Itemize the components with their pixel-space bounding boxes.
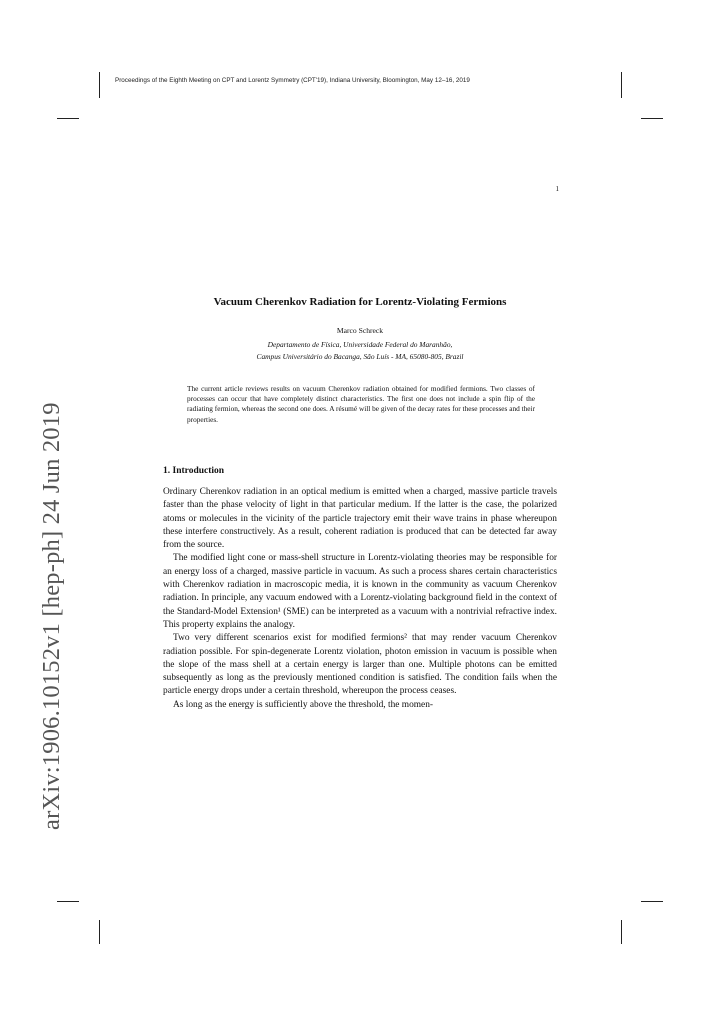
introduction-body [163, 486, 557, 712]
page-number: 1 [555, 185, 559, 193]
crop-mark-bottom-right-vertical [621, 920, 622, 944]
paragraph: Two very different scenarios exist for modified fermions² that may render vacuum Cherenkov radiation possible. For spin-degenerate Lorentz violation, photon emission in vacuum is possible when the slope of the mass shell at a certain energy is larger than one. Multiple photons can be emitted subsequently as long as the previously mentioned condition is satisfied. The condition fails when the particle energy drops under a certain threshold, whereupon the process ceases. [163, 633, 557, 697]
section-heading-introduction: 1. Introduction [163, 466, 225, 476]
crop-mark-top-right-horizontal [641, 118, 663, 119]
crop-mark-bottom-left-horizontal [57, 901, 79, 902]
crop-mark-top-left-vertical [99, 72, 100, 98]
affiliation-line-1: Departamento de Física, Universidade Federal do Maranhão, [267, 340, 453, 349]
crop-mark-bottom-right-horizontal [641, 901, 663, 902]
paragraph: Ordinary Cherenkov radiation in an optical medium is emitted when a charged, massive particle travels faster than the phase velocity of light in that particular medium. If the latter is the case, the polarized atoms or molecules in the vicinity of the particle trajectory emit their wave trains in phase whereupon these interfere constructively. As a result, coherent radiation is produced that can be detected far away from the source. [163, 487, 557, 551]
crop-mark-top-left-horizontal [57, 118, 79, 119]
paper-title: Vacuum Cherenkov Radiation for Lorentz-Violating Fermions [213, 296, 507, 308]
paragraph: The modified light cone or mass-shell structure in Lorentz-violating theories may be responsible for an energy loss of a charged, massive particle in vacuum. As such a process shares certain characteristics with Cherenkov radiation in macroscopic media, it is known in the community as vacuum Cherenkov radiation. In principle, any vacuum endowed with a Lorentz-violating background field in the context of the Standard-Model Extension¹ (SME) can be interpreted as a vacuum with a nontrivial refractive index. This property explains the analogy. [163, 553, 557, 630]
running-header: Proceedings of the Eighth Meeting on CPT and Lorentz Symmetry (CPT'19), Indiana University, Bloomington, May 12–16, 2019 [115, 77, 470, 84]
arxiv-stamp: arXiv:1906.10152v1 [hep-ph] 24 Jun 2019 [38, 402, 65, 830]
crop-mark-bottom-left-vertical [99, 920, 100, 944]
author-name: Marco Schreck [336, 326, 384, 335]
crop-mark-top-right-vertical [621, 72, 622, 98]
paragraph: As long as the energy is sufficiently above the threshold, the momen- [173, 699, 434, 710]
abstract: The current article reviews results on vacuum Cherenkov radiation obtained for modified fermions. Two classes of processes can occur that have completely distinct characteristics. The first one does not include a spin flip of the radiating fermion, whereas the second one does. A résumé will be given of the decay rates for these processes and their properties. [187, 384, 535, 424]
affiliation-line-2: Campus Universitário do Bacanga, São Luís - MA, 65080-805, Brazil [256, 352, 464, 361]
